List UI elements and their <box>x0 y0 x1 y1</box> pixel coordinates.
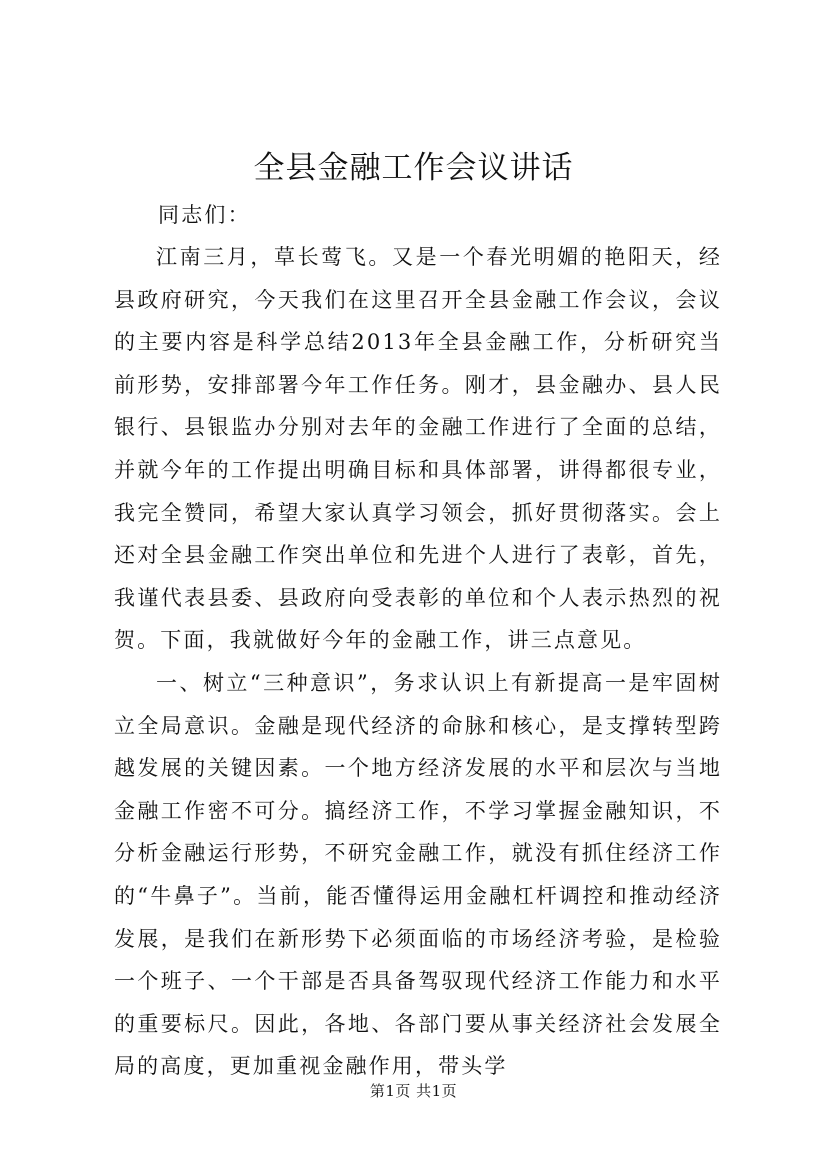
document-title: 全县金融工作会议讲话 <box>253 150 574 186</box>
greeting-line: 同志们： <box>158 203 251 227</box>
paragraph: 江南三月，草长莺飞。又是一个春光明媚的艳阳天，经县政府研究，今天我们在这里召开全县金融工作会议，会议的主要内容是科学总结2013年全县金融工作，分析研究当前形势，安排部署今年工作任务。刚才，县金融办、县人民银行、县银监办分别对去年的金融工作进行了全面的总结，并就今年的工作提出明确目标和具体部署，讲得都很专业，我完全赞同，希望大家认真学习领会，抓好贯彻落实。会上还对全县金融工作突出单位和先进个人进行了表彰，首先，我谨代表县委、县政府向受表彰的单位和个人表示热烈的祝贺。下面，我就做好今年的金融工作，讲三点意见。 <box>114 245 722 653</box>
paragraph: 一、树立“三种意识”，务求认识上有新提高一是牢固树立全局意识。金融是现代经济的命脉和核心，是支撑转型跨越发展的关键因素。一个地方经济发展的水平和层次与当地金融工作密不可分。搞经济工作，不学习掌握金融知识，不分析金融运行形势，不研究金融工作，就没有抓住经济工作的“牛鼻子”。当前，能否懂得运用金融杠杆调控和推动经济发展，是我们在新形势下必须面临的市场经济考验，是检验一个班子、一个干部是否具备驾驭现代经济工作能力和水平的重要标尺。因此，各地、各部门要从事关经济社会发展全局的高度，更加重视金融作用，带头学 <box>114 670 722 1079</box>
document-body <box>114 236 722 1088</box>
page-footer: 第1页 共1页 <box>369 1082 458 1100</box>
